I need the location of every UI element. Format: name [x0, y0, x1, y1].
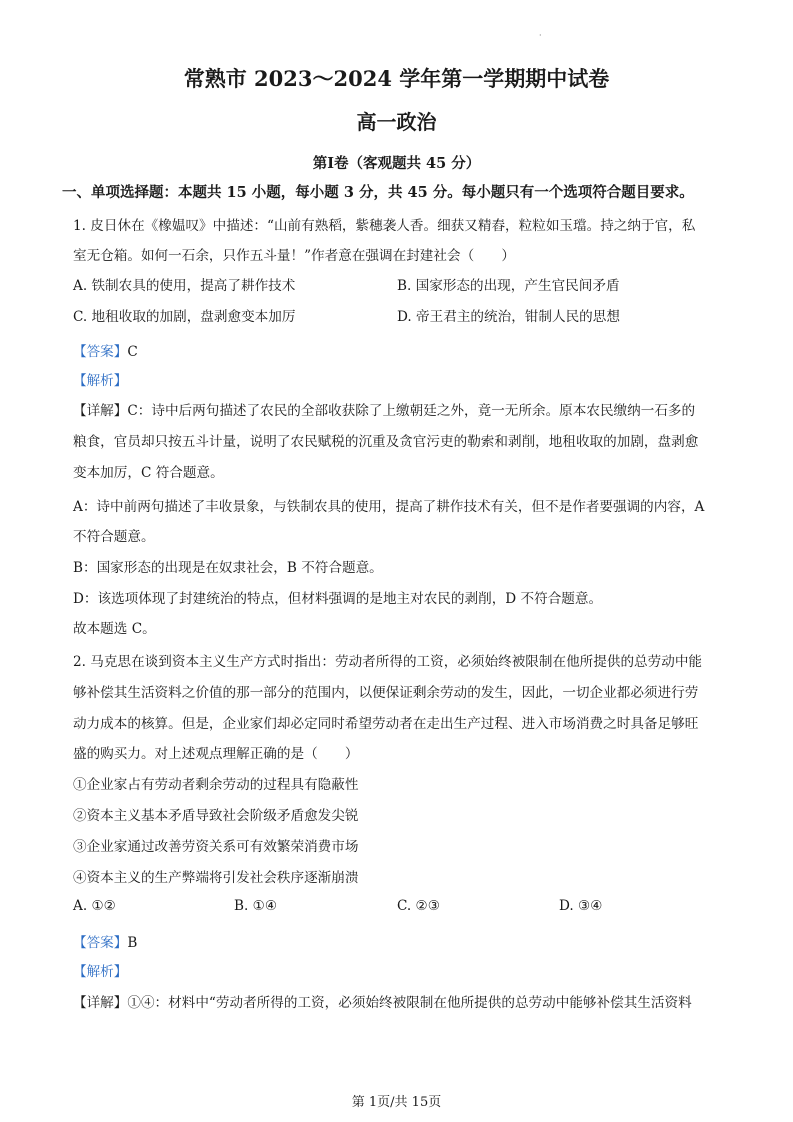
section-heading: 一、单项选择题：本题共 15 小题，每小题 3 分，共 45 分。每小题只有一个选项符合题目要求。 [62, 184, 694, 201]
q1-conclusion: 故本题选 C。 [73, 621, 156, 637]
q2-statement: ④资本主义的生产弊端将引发社会秩序逐渐崩溃 [73, 870, 359, 886]
q1-option-d: D. 帝王君主的统治，钳制人民的思想 [397, 309, 620, 325]
answer-value: B [127, 935, 138, 951]
detail-tag: 【详解】 [73, 403, 128, 419]
scan-dot: · [539, 31, 542, 40]
q1-detail-line [73, 399, 695, 419]
q1-analysis-tag: 【解析】 [73, 373, 128, 389]
q2-statement: ①企业家占有劳动者剩余劳动的过程具有隐蔽性 [73, 777, 359, 793]
page-number: 第 1页/共 15页 [351, 1095, 442, 1110]
q1-option-a: A. 铁制农具的使用，提高了耕作技术 [73, 278, 296, 294]
q2-stem-line: 2. 马克思在谈到资本主义生产方式时指出：劳动者所得的工资，必须始终被限制在他所提供的总劳动中能 [73, 654, 703, 670]
q1-stem-line: 1. 皮日休在《橡媪叹》中描述：“山前有熟稻，紫穗袭人香。细获又精舂，粒粒如玉璫。持之纳于官，私 [73, 218, 696, 234]
q1-option-c: C. 地租收取的加剧，盘剥愈变本加厉 [73, 309, 296, 325]
q1-stem-line: 室无仓箱。如何一石余，只作五斗量！”作者意在强调在封建社会（ ） [73, 248, 515, 264]
detail-text: ①④：材料中“劳动者所得的工资，必须始终被限制在他所提供的总劳动中能够补偿其生活资料 [127, 995, 692, 1011]
q2-option-d: D. ③④ [559, 898, 603, 914]
q1-detail-line: 变本加厉，C 符合题意。 [73, 465, 224, 481]
answer-tag: 【答案】 [73, 344, 128, 360]
q1-a-analysis: 不符合题意。 [73, 529, 155, 545]
exam-title: 常熟市 2023～2024 学年第一学期期中试卷 [183, 66, 610, 91]
q2-detail-line [73, 991, 692, 1011]
answer-value: C [127, 344, 138, 360]
q1-detail-line: 粮食，官员却只按五斗计量，说明了农民赋税的沉重及贪官污吏的勒索和剥削，地租收取的加剧，盘剥愈 [73, 434, 699, 450]
q2-option-b: B. ①④ [234, 898, 278, 914]
q2-analysis-tag: 【解析】 [73, 964, 128, 980]
q2-answer [73, 931, 137, 951]
q2-stem-line: 够补偿其生活资料之价值的那一部分的范围内，以便保证剩余劳动的发生，因此，一切企业都必须进行劳 [73, 685, 699, 701]
q2-stem-line: 盛的购买力。对上述观点理解正确的是（ ） [73, 746, 359, 762]
q1-option-b: B. 国家形态的出现，产生官民间矛盾 [397, 278, 620, 294]
q1-a-analysis: A：诗中前两句描述了丰收景象，与铁制农具的使用，提高了耕作技术有关，但不是作者要强调的内容，A [73, 499, 705, 515]
q2-option-a: A. ①② [73, 898, 116, 914]
volume-heading: 第Ⅰ卷（客观题共 45 分） [312, 155, 481, 172]
subject-title: 高一政治 [356, 110, 437, 134]
q1-b-analysis: B：国家形态的出现是在奴隶社会，B 不符合题意。 [73, 560, 383, 576]
detail-text: C：诗中后两句描述了农民的全部收获除了上缴朝廷之外，竟一无所余。原本农民缴纳一石多的 [127, 403, 696, 419]
q2-option-c: C. ②③ [397, 898, 440, 914]
q1-answer [73, 340, 138, 360]
q2-statement: ②资本主义基本矛盾导致社会阶级矛盾愈发尖锐 [73, 808, 359, 824]
q2-statement: ③企业家通过改善劳资关系可有效繁荣消费市场 [73, 839, 359, 855]
detail-tag: 【详解】 [73, 995, 128, 1011]
answer-tag: 【答案】 [73, 935, 128, 951]
q1-d-analysis: D：该选项体现了封建统治的特点，但材料强调的是地主对农民的剥削，D 不符合题意。 [73, 591, 603, 607]
q2-stem-line: 动力成本的核算。但是，企业家们却必定同时希望劳动者在走出生产过程、进入市场消费之时具备足够旺 [73, 716, 699, 732]
